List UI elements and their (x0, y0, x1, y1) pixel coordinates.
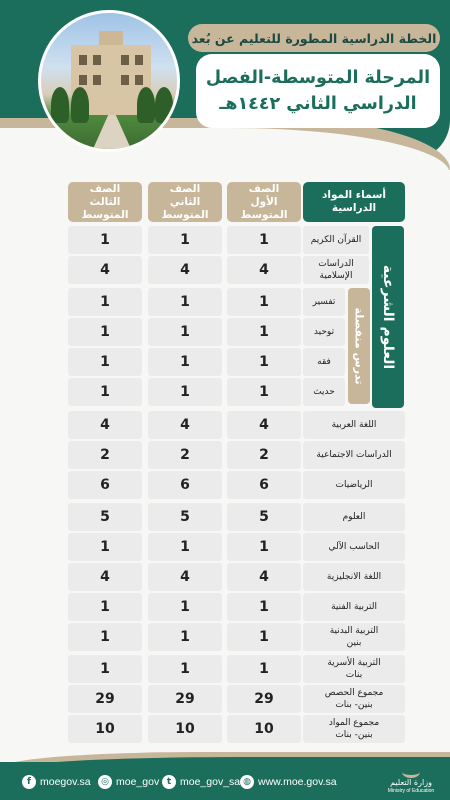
facebook-icon: f (22, 775, 36, 789)
cell-grade2: 1 (148, 288, 222, 316)
website-url: www.moe.gov.sa (258, 776, 337, 788)
cell-grade2: 1 (148, 655, 222, 683)
group-label-sharia-text: العلوم الشرعية (380, 264, 396, 370)
cell-grade1: 10 (227, 715, 301, 743)
subject-name: الرياضيات (303, 471, 405, 499)
cell-grade1: 6 (227, 471, 301, 499)
cell-grade1: 1 (227, 623, 301, 651)
cell-grade3: 1 (68, 348, 142, 376)
title-line-1: المرحلة المتوسطة-الفصل (205, 68, 431, 88)
subject-name: حديث (303, 378, 345, 406)
cell-grade2: 1 (148, 378, 222, 406)
cell-grade1: 1 (227, 348, 301, 376)
subject-name: اللغة الانجليزية (303, 563, 405, 591)
cell-grade1: 1 (227, 593, 301, 621)
subtitle-pill (188, 24, 440, 52)
cell-grade2: 4 (148, 256, 222, 284)
subject-name: فقه (303, 348, 345, 376)
group-label-sharia (372, 226, 404, 408)
cell-grade1: 1 (227, 378, 301, 406)
cell-grade1: 4 (227, 256, 301, 284)
twitter-icon: t (162, 775, 176, 789)
cell-grade2: 1 (148, 623, 222, 651)
cell-grade2: 1 (148, 533, 222, 561)
cell-grade2: 6 (148, 471, 222, 499)
cell-grade1: 4 (227, 411, 301, 439)
subject-name: مجموع الحصص بنين- بنات (303, 685, 405, 713)
cell-grade3: 6 (68, 471, 142, 499)
cell-grade1: 1 (227, 288, 301, 316)
cell-grade2: 1 (148, 348, 222, 376)
subject-name: توحيد (303, 318, 345, 346)
subject-name: مجموع المواد بنين- بنات (303, 715, 405, 743)
subject-name: الدراسات الإسلامية (303, 256, 369, 284)
cell-grade1: 29 (227, 685, 301, 713)
column-header-grade1: الصف الأول المتوسط (227, 182, 301, 222)
subject-name: الحاسب الآلي (303, 533, 405, 561)
instagram-icon: ◎ (98, 775, 112, 789)
cell-grade1: 2 (227, 441, 301, 469)
subject-name: القرآن الكريم (303, 226, 369, 254)
subject-name: التربية البدنية بنين (303, 623, 405, 651)
cell-grade2: 29 (148, 685, 222, 713)
cell-grade2: 5 (148, 503, 222, 531)
cell-grade3: 1 (68, 378, 142, 406)
cell-grade1: 1 (227, 318, 301, 346)
cell-grade3: 1 (68, 593, 142, 621)
footer-website[interactable] (240, 773, 337, 791)
instagram-handle: moe_gov (116, 776, 160, 788)
cell-grade1: 1 (227, 533, 301, 561)
ministry-logo-ar: وزارة التعليم (390, 778, 432, 787)
cell-grade3: 1 (68, 226, 142, 254)
subject-name: التربية الأسرية بنات (303, 655, 405, 683)
cell-grade3: 1 (68, 318, 142, 346)
school-building-photo (38, 10, 180, 152)
cell-grade3: 4 (68, 563, 142, 591)
ministry-logo (380, 766, 442, 796)
cell-grade3: 5 (68, 503, 142, 531)
cell-grade1: 1 (227, 655, 301, 683)
cell-grade2: 1 (148, 226, 222, 254)
cell-grade2: 2 (148, 441, 222, 469)
cell-grade3: 1 (68, 288, 142, 316)
cell-grade2: 1 (148, 593, 222, 621)
cell-grade1: 1 (227, 226, 301, 254)
cell-grade3: 1 (68, 655, 142, 683)
ministry-logo-mark-icon (402, 766, 420, 778)
subtitle-text: الخطة الدراسية المطورة للتعليم عن بُعد (191, 30, 437, 46)
subject-name: التربية الفنية (303, 593, 405, 621)
cell-grade2: 4 (148, 411, 222, 439)
ministry-logo-en: Ministry of Education (387, 788, 435, 794)
footer-instagram[interactable] (98, 773, 159, 791)
globe-icon: ◍ (240, 775, 254, 789)
column-header-grade2: الصف الثاني المتوسط (148, 182, 222, 222)
twitter-handle: moe_gov_sa (180, 776, 241, 788)
footer-facebook[interactable] (22, 773, 91, 791)
footer-twitter[interactable] (162, 773, 240, 791)
cell-grade1: 4 (227, 563, 301, 591)
subject-name: العلوم (303, 503, 405, 531)
column-header-grade3: الصف الثالث المتوسط (68, 182, 142, 222)
subject-name: تفسير (303, 288, 345, 316)
cell-grade3: 10 (68, 715, 142, 743)
group-label-separate-text: تدرس منفصلة (352, 307, 366, 385)
cell-grade3: 1 (68, 623, 142, 651)
facebook-handle: moegov.sa (40, 776, 91, 788)
cell-grade3: 2 (68, 441, 142, 469)
column-header-subjects: أسماء المواد الدراسية (303, 182, 405, 222)
cell-grade3: 4 (68, 256, 142, 284)
cell-grade2: 1 (148, 318, 222, 346)
cell-grade3: 29 (68, 685, 142, 713)
title-line-2: الدراسي الثاني ١٤٤٢هـ (219, 94, 417, 114)
cell-grade2: 4 (148, 563, 222, 591)
title-box (196, 54, 440, 128)
cell-grade3: 4 (68, 411, 142, 439)
cell-grade1: 5 (227, 503, 301, 531)
cell-grade2: 10 (148, 715, 222, 743)
cell-grade3: 1 (68, 533, 142, 561)
group-label-separate (348, 288, 370, 404)
subject-name: اللغة العربية (303, 411, 405, 439)
subject-name: الدراسات الاجتماعية (303, 441, 405, 469)
